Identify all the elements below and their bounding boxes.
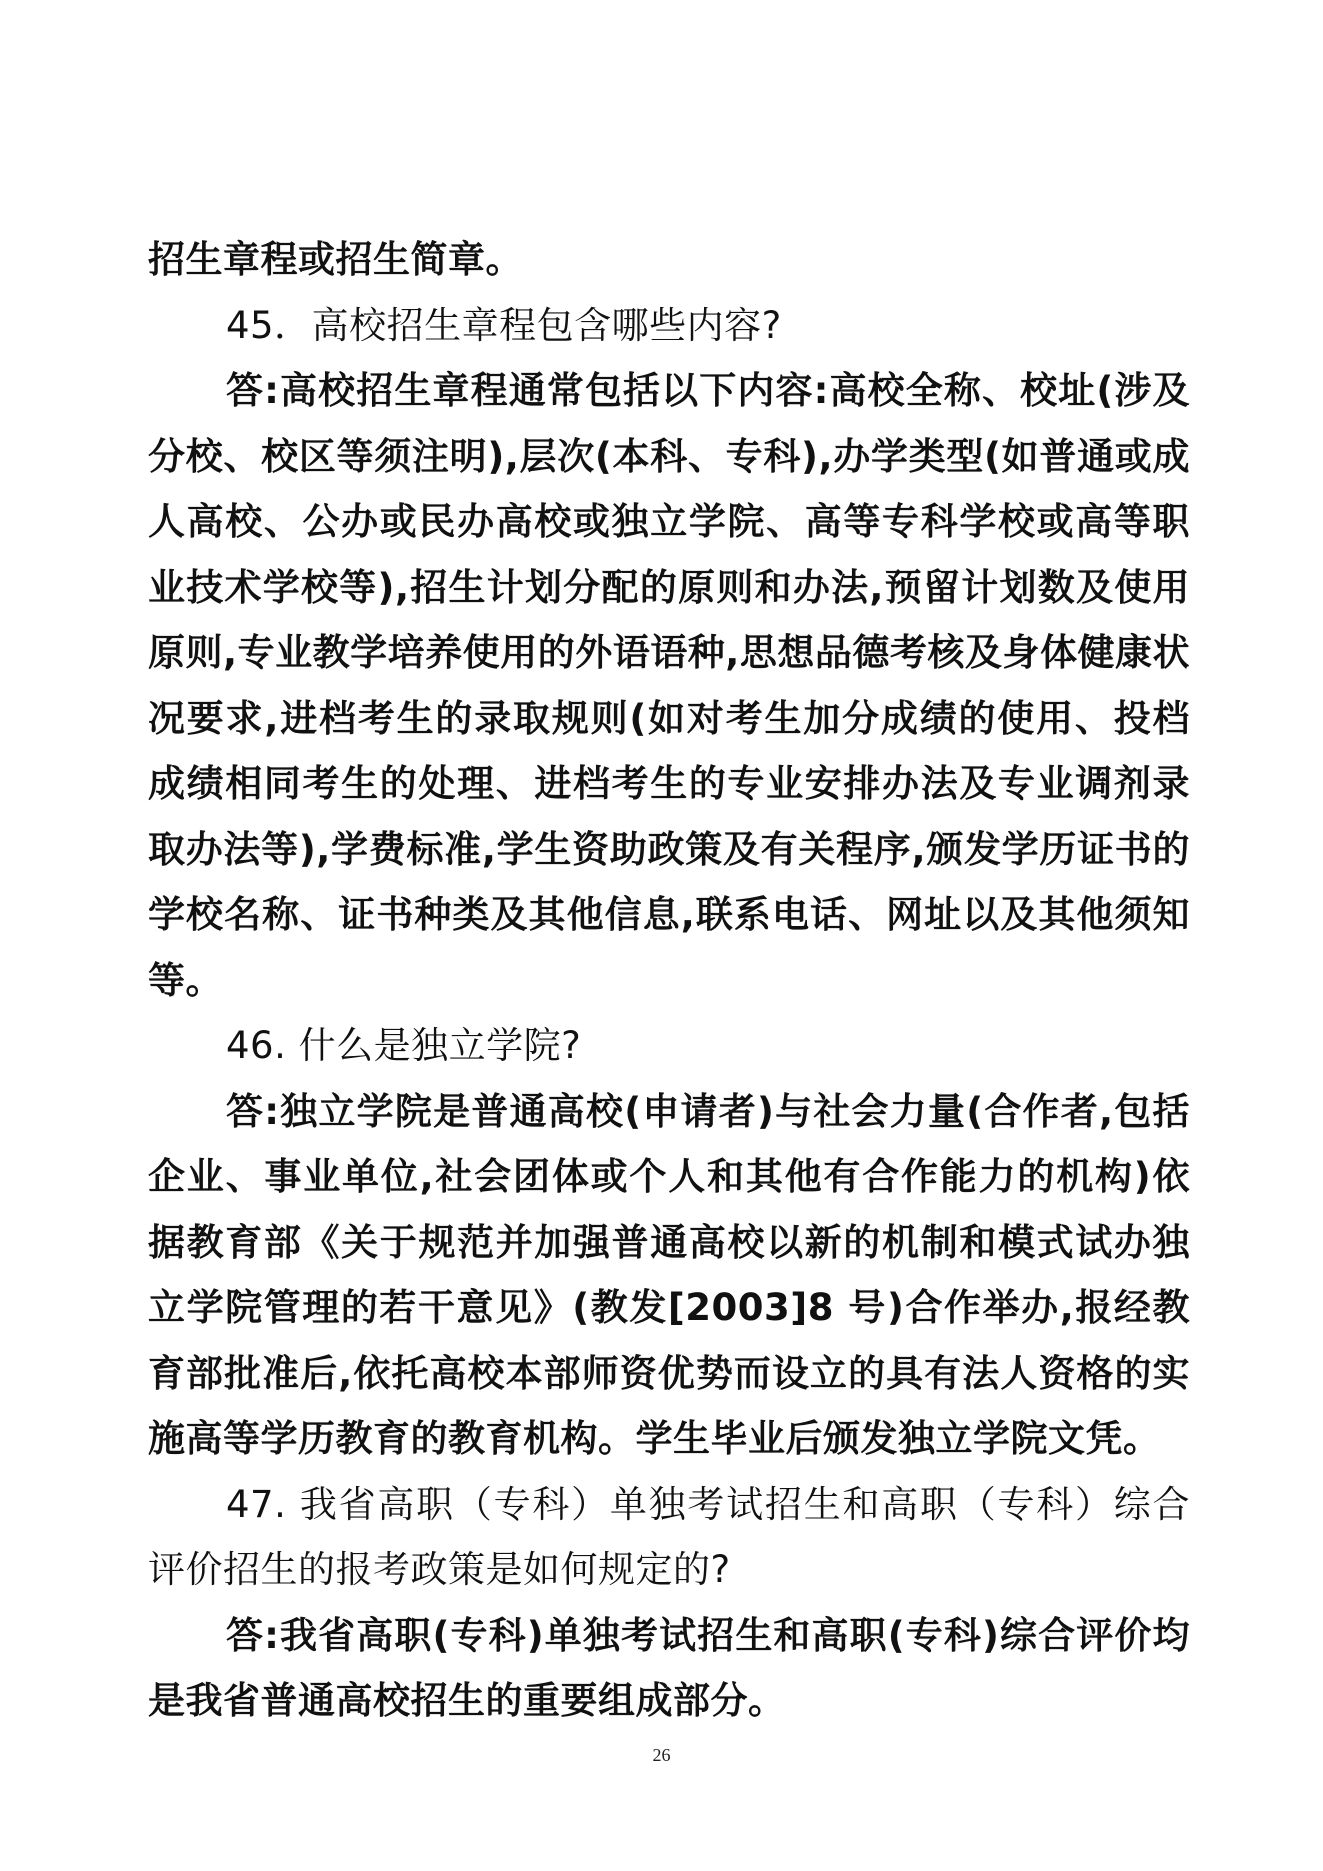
document-body xyxy=(148,227,1190,1734)
answer-46: 答:独立学院是普通高校(申请者)与社会力量(合作者,包括企业、事业单位,社会团体或个人和其他有合作能力的机构)依据教育部《关于规范并加强普通高校以新的机制和模式试办独立学院管理的若干意见》(教发[2003]8 号)合作举办,报经教育部批准后,依托高校本部师资优势而设立的具有法人资格的实施高等学历教育的教育机构。学生毕业后颁发独立学院文凭。 xyxy=(148,1089,1190,1460)
question-47: 47. 我省高职（专科）单独考试招生和高职（专科）综合评价招生的报考政策是如何规定的? xyxy=(148,1482,1190,1591)
answer-45: 答:高校招生章程通常包括以下内容:高校全称、校址(涉及分校、校区等须注明),层次(本科、专科),办学类型(如普通或成人高校、公办或民办高校或独立学院、高等专科学校或高等职业技术学校等),招生计划分配的原则和办法,预留计划数及使用原则,专业教学培养使用的外语语种,思想品德考核及身体健康状况要求,进档考生的录取规则(如对考生加分成绩的使用、投档成绩相同考生的处理、进档考生的专业安排办法及专业调剂录取办法等),学费标准,学生资助政策及有关程序,颁发学历证书的学校名称、证书种类及其他信息,联系电话、网址以及其他须知等。 xyxy=(148,369,1190,1002)
page-number: 26 xyxy=(652,1745,671,1765)
question-45: 45．高校招生章程包含哪些内容? xyxy=(226,303,782,347)
question-46: 46. 什么是独立学院? xyxy=(226,1024,582,1067)
paragraph-continuation: 招生章程或招生简章。 xyxy=(148,238,523,281)
answer-47: 答:我省高职(专科)单独考试招生和高职(专科)综合评价均是我省普通高校招生的重要组成部分。 xyxy=(148,1613,1190,1722)
